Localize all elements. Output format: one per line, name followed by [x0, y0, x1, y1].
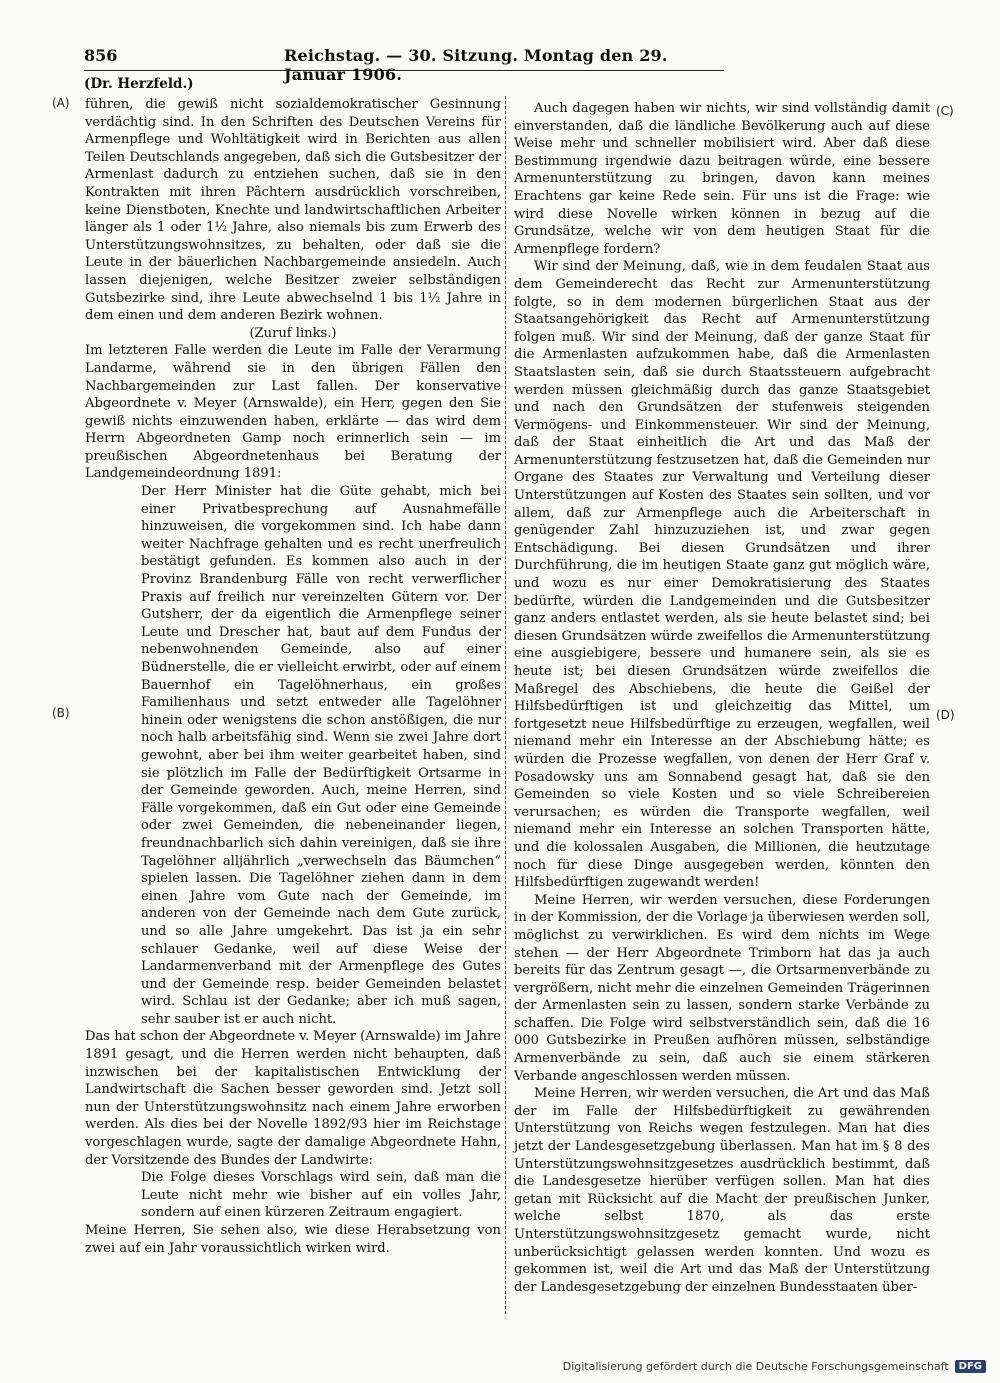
- footer: [563, 1360, 986, 1373]
- paragraph: Auch dagegen haben wir nichts, wir sind vollständig damit einverstanden, daß die ländliche Bevölkerung auch auf diese Weise mehr und schneller mobilisiert wird. Aber daß diese Bestimmung irgendwie dazu beitragen würde, eine bessere Armenunterstützung zu bringen, davon kann meines Erachtens gar keine Rede sein. Für uns ist die Frage: wie wird diese Novelle wirken können in bezug auf die Grundsätze, welche wir von dem heutigen Staat für die Armenpflege fordern?: [514, 101, 930, 257]
- column-divider: [505, 96, 506, 1314]
- paragraph: Die Folge dieses Vorschlags wird sein, daß man die Leute nicht mehr wie bisher auf ein volles Jahr, sondern auf einen kürzeren Zeitraum engagiert.: [141, 1170, 501, 1221]
- left-column: [85, 96, 501, 1257]
- running-title: Reichstag. — 30. Sitzung. Montag den 29. Januar 1906.: [284, 46, 668, 84]
- paragraph: führen, die gewiß nicht sozialdemokratischer Gesinnung verdächtig sind. In den Schriften des Deutschen Vereins für Armenpflege und Wohltätigkeit wird in Berichten aus allen Teilen Deutschlands angegeben, daß sich die Gutsbesitzer der Armenlast dadurch zu entziehen suchen, daß sie in den Kontrakten mit ihren Pächtern ausdrücklich vorschreiben, keine Dienstboten, Knechte und landwirtschaftlichen Arbeiter länger als 1 oder 1½ Jahre, also niemals bis zum Erwerb des Unterstützungswohnsitzes, zu behalten, oder daß sie die Leute in der bäuerlichen Nachbargemeinde ansiedeln. Auch lassen diejenigen, welche Besitzer zweier selbständigen Gutsbezirke sind, ihre Leute abwechselnd 1 bis 1½ Jahre in dem einen und dem anderen Bezirk wohnen.: [85, 97, 501, 324]
- paragraph: Der Herr Minister hat die Güte gehabt, mich bei einer Privatbesprechung auf Ausnahmefälle hinzuweisen, die vorgekommen sind. Ich habe dann weiter Nachfrage gehalten und es recht unerfreulich bestätigt gefunden. Es kommen also auch in der Provinz Brandenburg Fälle von recht verwerflicher Praxis auf freilich nur vereinzelten Gütern vor. Der Gutsherr, der da eigentlich die Armenpflege seiner Leute und Drescher hat, baut auf dem Fundus der nebenwohnenden Gemeinde, also auf einer Büdnerstelle, die er vielleicht erwirbt, oder auf einem Bauernhof ein Tagelöhnerhaus, ein großes Familienhaus und setzt entweder alle Tagelöhner hinein oder wenigstens die schon anstößigen, die nur noch halb arbeitsfähig sind. Wenn sie zwei Jahre dort gewohnt, aber bei ihm weiter gearbeitet haben, sind sie plötzlich im Falle der Bedürftigkeit Ortsarme in der Gemeinde geworden. Auch, meine Herren, sind Fälle vorgekommen, daß ein Gut oder eine Gemeinde oder zwei Gemeinden, die nebeneinander liegen, freundnachbarlich sich dahin vereinigen, daß sie ihre Tagelöhner alljährlich „verwechseln das Bäumchen“ spielen lassen. Die Tagelöhner ziehen dann in dem einen Jahre vom Gute nach der Gemeinde, im anderen von der Gemeinde nach dem Gute zurück, und so alle Jahre umgekehrt. Das ist ja ein sehr schlauer Gedanke, weil auf diese Weise der Landarmenverband mit der Armenpflege des Gutes und der Gemeinde resp. beider Gemeinden belastet wird. Schlau ist der Gedanke; aber ich muß sagen, sehr sauber ist er auch nicht.: [141, 484, 501, 1027]
- margin-marker-a: (A): [52, 96, 70, 110]
- speaker-label: (Dr. Herzfeld.): [84, 76, 194, 92]
- paragraph: Meine Herren, wir werden versuchen, diese Forderungen in der Kommission, der die Vorlage ja überwiesen werden soll, möglichst zu verwirklichen. Es wird dem nichts im Wege stehen — der Herr Abgeordnete Trimborn hat das ja auch bereits für das Zentrum gesagt —, die Ortsarmenverbände zu vergrößern, nicht mehr die einzelnen Gemeinden Trägerinnen der Armenlasten sein zu lassen, sondern starke Verbände zu schaffen. Die Folge wird selbstverständlich sein, daß die 16 000 Gutsbezirke in Preußen aufhören müssen, selbständige Armenverbände zu sein, daß auch sie einem stärkeren Verbande angeschlossen werden müssen.: [514, 892, 930, 1084]
- paragraph: Im letzteren Falle werden die Leute im Falle der Verarmung Landarme, während sie in den übrigen Fällen den Nachbargemeinden zur Last fallen. Der konservative Abgeordnete v. Meyer (Arnswalde), ein Herr, gegen den Sie gewiß nichts einzuwenden haben, erklärte — das wird dem Herrn Abgeordneten Gamp noch erinnerlich sein — im preußischen Abgeordnetenhaus bei Beratung der Landgemeindeordnung 1891:: [85, 343, 501, 482]
- margin-marker-d: (D): [936, 708, 955, 722]
- paragraph: Meine Herren, Sie sehen also, wie diese Herabsetzung von zwei auf ein Jahr voraussichtlich wirken wird.: [85, 1223, 501, 1256]
- margin-marker-b: (B): [52, 706, 70, 720]
- margin-marker-c: (C): [936, 104, 954, 118]
- paragraph: Meine Herren, wir werden versuchen, die Art und das Maß der im Falle der Hilfsbedürftigkeit zu gewährenden Unterstützung von Reichs wegen festzulegen. Man hat dies jetzt der Landesgesetzgebung überlassen. Man hat im § 8 des Unterstützungswohnsitzgesetzes ausdrücklich bestimmt, daß die Landesgesetze hierüber verfügen sollen. Man hat dies getan mit Rücksicht auf die Macht der preußischen Junker, welche selbst 1870, als das erste Unterstützungswohnsitzgesetz gemacht wurde, nicht unberücksichtigt gelassen werden konnten. Und wozu es gekommen ist, weil die Art und das Maß der Unterstützung der Landesgesetzgebung der einzelnen Bundesstaaten über-: [514, 1086, 930, 1295]
- paragraph: Wir sind der Meinung, daß, wie in dem feudalen Staat aus dem Gemeinderecht das Recht zur Armenunterstützung folgte, so in dem modernen bürgerlichen Staat aus der Staatsangehörigkeit das Recht auf Armenunterstützung folgen muß. Wir sind der Meinung, daß der ganze Staat für die Armenlasten aufzukommen habe, daß die Armenlasten Staatslasten sein, daß sie durch Staatssteuern aufgebracht werden müssen gleichmäßig durch das ganze Staatsgebiet und nach den Grundsätzen der stufenweis steigenden Vermögens- und Einkommensteuer. Wir sind der Meinung, daß der Staat einheitlich die Art und das Maß der Armenunterstützung festzusetzen hat, daß die Gemeinden nur Organe des Staates zur Verwaltung und Verteilung dieser Unterstützungen auf Kosten des Staates sein sollten, und vor allem, daß zur Armenpflege auch die Arbeiterschaft in genügender Zahl hinzuzuziehen ist, und zwar gegen Entschädigung. Bei diesen Grundsätzen und ihrer Durchführung, die im heutigen Staate ganz gut möglich wäre, und wozu es nur einer Demokratisierung des Staates bedürfte, würden die Landgemeinden und die Gutsbesitzer ganz anders entlastet werden, als sie heute belastet sind; bei diesen Grundsätzen würde zweifellos die Armenunterstützung eine ausgiebigere, bessere und humanere sein, als sie es heute ist; bei diesen Grundsätzen würde zweifellos die Maßregel des Abschiebens, die heute die Geißel der Hilfsbedürftigen ist und gleichzeitig das Mittel, um fortgesetzt neue Hilfsbedürftige zu erzeugen, wegfallen, weil niemand mehr ein Interesse an der Abschiebung hätte; es würden die Prozesse wegfallen, von denen der Herr Graf v. Posadowsky uns am Sonnabend gesagt hat, daß sie den Gemeinden so viele Kosten und so viele Schreibereien verursachen; es würden die Transporte wegfallen, weil niemand mehr ein Interesse an solchen Transporten hätte, und die kolossalen Ausgaben, die Millionen, die heutzutage noch für diese Dinge ausgegeben werden, könnten den Hilfsbedürftigen zugewandt werden!: [514, 259, 930, 891]
- page-number: 856: [84, 46, 118, 65]
- paragraph: Das hat schon der Abgeordnete v. Meyer (Arnswalde) im Jahre 1891 gesagt, und die Herren werden nicht behaupten, daß inzwischen bei der kapitalistischen Entwicklung der Landwirtschaft die Sachen besser geworden sind. Jetzt soll nun der Unterstützungswohnsitz nach einem Jahre erworben werden. Als dies bei der Novelle 1892/93 hier im Reichstage vorgeschlagen wurde, sagte der damalige Abgeordnete Hahn, der Vorsitzende des Bundes der Landwirte:: [85, 1029, 501, 1168]
- footer-credit: Digitalisierung gefördert durch die Deutsche Forschungsgemeinschaft: [562, 1360, 949, 1373]
- paragraph: (Zuruf links.): [249, 325, 337, 341]
- right-column: [514, 100, 930, 1296]
- dfg-logo-icon: DFG: [955, 1360, 986, 1373]
